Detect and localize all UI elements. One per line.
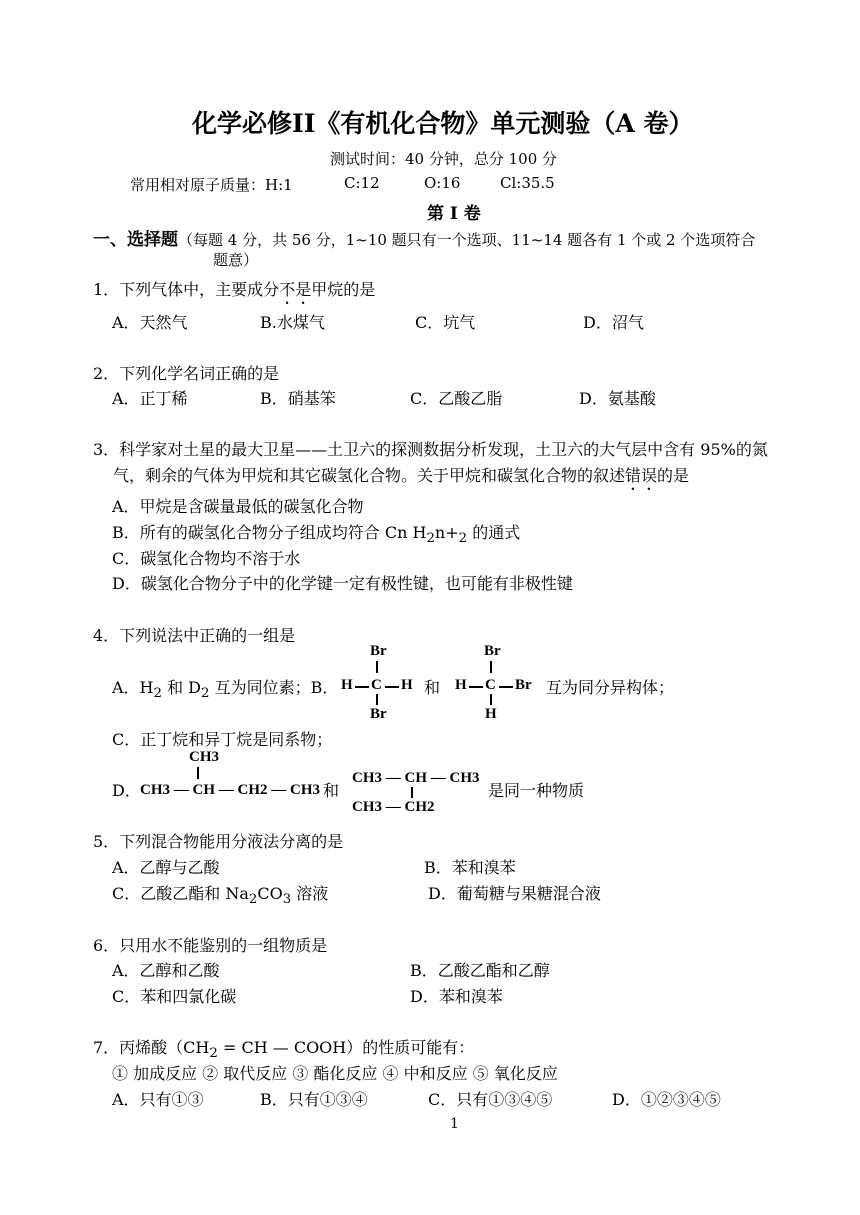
q3-option-d: D．碳氢化合物分子中的化学键一定有极性键，也可能有非极性键 xyxy=(112,574,573,593)
atomic-mass-cl: Cl:35.5 xyxy=(500,174,555,192)
atomic-mass-c: C:12 xyxy=(344,174,380,192)
struct1-center: C xyxy=(371,677,382,693)
q3-option-c: C．碳氢化合物均不溶于水 xyxy=(112,549,301,568)
q1-stem-pre: 1．下列气体中，主要成分 xyxy=(93,280,280,299)
section-title: 一、选择题 xyxy=(93,230,178,250)
q3-option-b xyxy=(112,520,520,546)
struct2-bottom-bond xyxy=(490,694,492,705)
q7-stem-pre: 7．丙烯酸（CH xyxy=(93,1038,210,1057)
struct2-right: Br xyxy=(515,677,532,693)
section-note: （每题 4 分，共 56 分，1~10 题只有一个选项、11~14 题各有 1 个或 2 个选项符合 xyxy=(178,231,756,249)
q6-option-b: B．乙酸乙酯和乙醇 xyxy=(410,961,550,980)
q3-b-sub2: 2 xyxy=(458,531,468,547)
q1-option-b: B.水煤气 xyxy=(260,313,325,332)
struct1-bottom: Br xyxy=(370,706,387,722)
q5-c-mid: CO xyxy=(257,884,283,903)
question-6: 6．只用水不能鉴别的一组物质是 xyxy=(93,936,328,955)
atomic-mass-o: O:16 xyxy=(424,174,461,192)
q3-stem-post: 的是 xyxy=(657,466,690,485)
q1-emphasis: 不是 xyxy=(279,280,312,299)
q4-and-2: 和 xyxy=(323,781,340,800)
page-number: 1 xyxy=(450,1116,459,1132)
struct2-bottom: H xyxy=(485,706,497,722)
mol2-bond xyxy=(411,787,413,798)
q4-option-a xyxy=(112,675,338,701)
q3-b-post: 的通式 xyxy=(467,523,521,542)
struct2-right-bond xyxy=(499,686,513,688)
q7-option-d: D．①②③④⑤ xyxy=(612,1090,721,1109)
mol2-bottom-chain: CH3 — CH2 xyxy=(352,799,435,815)
q3-b-sub1: 2 xyxy=(426,531,435,547)
q7-option-a: A．只有①③ xyxy=(112,1090,204,1109)
q3-stem-pre: 气，剩余的气体为甲烷和其它碳氢化合物。关于甲烷和碳氢化合物的叙述 xyxy=(113,466,626,485)
q4-option-c: C．正丁烷和异丁烷是同系物； xyxy=(112,730,333,749)
q6-option-c: C．苯和四氯化碳 xyxy=(112,987,237,1006)
q5-c-post: 溶液 xyxy=(291,884,329,903)
q7-stem-sub: 2 xyxy=(209,1046,218,1062)
struct1-right: H xyxy=(401,677,413,693)
question-3-line2 xyxy=(113,463,689,494)
q7-properties: ① 加成反应 ② 取代反应 ③ 酯化反应 ④ 中和反应 ⑤ 氧化反应 xyxy=(112,1064,558,1083)
q5-c-sub1: 2 xyxy=(248,892,258,908)
q1-stem-post: 甲烷的是 xyxy=(311,280,376,299)
q3-emphasis: 错误 xyxy=(625,466,658,485)
question-7 xyxy=(93,1035,474,1061)
question-3-line1: 3．科学家对土星的最大卫星——土卫六的探测数据分析发现，土卫六的大气层中含有 95%的氮 xyxy=(93,440,768,459)
page-title: 化学必修II《有机化合物》单元测验（A 卷） xyxy=(192,109,694,138)
q7-option-c: C．只有①③④⑤ xyxy=(428,1090,553,1109)
q4-a-mid: 和 D xyxy=(162,678,202,697)
q3-b-pre: B．所有的碳氢化合物分子组成均符合 Cn H xyxy=(112,523,427,542)
struct1-left: H xyxy=(341,677,353,693)
q1-option-a: A．天然气 xyxy=(112,313,188,332)
struct1-top-bond xyxy=(376,661,378,673)
q5-c-pre: C．乙酸乙酯和 Na xyxy=(112,884,249,903)
question-4: 4．下列说法中正确的一组是 xyxy=(93,626,296,645)
q1-option-c: C．坑气 xyxy=(415,313,476,332)
mol1-main-chain: CH3 — CH — CH2 — CH3 xyxy=(140,782,320,798)
question-1 xyxy=(93,277,375,308)
struct2-left: H xyxy=(455,677,467,693)
q3-option-a: A．甲烷是含碳量最低的碳氢化合物 xyxy=(112,497,364,516)
struct1-left-bond xyxy=(355,686,369,688)
q2-option-d: D．氨基酸 xyxy=(579,389,656,408)
q5-c-sub2: 3 xyxy=(282,892,292,908)
struct2-left-bond xyxy=(469,686,483,688)
q7-option-b: B．只有①③④ xyxy=(260,1090,368,1109)
q5-option-d: D．葡萄糖与果糖混合液 xyxy=(428,884,601,903)
part-heading: 第 I 卷 xyxy=(427,204,481,224)
q4-a-sub1: 2 xyxy=(153,686,162,702)
struct2-top: Br xyxy=(484,643,501,659)
question-5: 5．下列混合物能用分液法分离的是 xyxy=(93,832,344,851)
mol1-branch: CH3 xyxy=(189,749,219,765)
section-note-cont: 题意） xyxy=(213,251,259,269)
q1-option-d: D．沼气 xyxy=(583,313,644,332)
section-header xyxy=(93,225,755,250)
q7-stem-post: = CH — COOH）的性质可能有： xyxy=(217,1038,475,1057)
mol2-top-chain: CH3 — CH — CH3 xyxy=(352,770,480,786)
q4-a-pre: A．H xyxy=(112,678,154,697)
q4-d-post: 是同一种物质 xyxy=(488,781,585,800)
q2-option-a: A．正丁稀 xyxy=(112,389,188,408)
atomic-mass-label: 常用相对原子质量：H:1 xyxy=(130,176,293,194)
q4-option-d-label: D． xyxy=(112,781,141,800)
struct2-top-bond xyxy=(490,661,492,673)
q6-option-a: A．乙醇和乙酸 xyxy=(112,961,220,980)
question-2: 2．下列化学名词正确的是 xyxy=(93,364,280,383)
q5-option-c xyxy=(112,881,328,907)
q4-a-sub2: 2 xyxy=(201,686,210,702)
struct1-top: Br xyxy=(370,643,387,659)
q3-b-mid: n+ xyxy=(434,523,459,542)
q2-option-c: C．乙酸乙脂 xyxy=(410,389,503,408)
struct1-bottom-bond xyxy=(376,694,378,705)
q4-b-post: 互为同分异构体； xyxy=(546,678,675,697)
q2-option-b: B．硝基笨 xyxy=(260,389,336,408)
mol1-branch-bond xyxy=(197,767,199,779)
q4-and-1: 和 xyxy=(424,678,441,697)
test-time: 测试时间：40 分钟，总分 100 分 xyxy=(330,150,558,168)
q5-option-a: A．乙醇与乙酸 xyxy=(112,858,220,877)
struct1-right-bond xyxy=(385,686,399,688)
struct2-center: C xyxy=(485,677,496,693)
q5-option-b: B．苯和溴苯 xyxy=(424,858,516,877)
q6-option-d: D．苯和溴苯 xyxy=(410,987,503,1006)
q4-a-post: 互为同位素；B． xyxy=(209,678,339,697)
